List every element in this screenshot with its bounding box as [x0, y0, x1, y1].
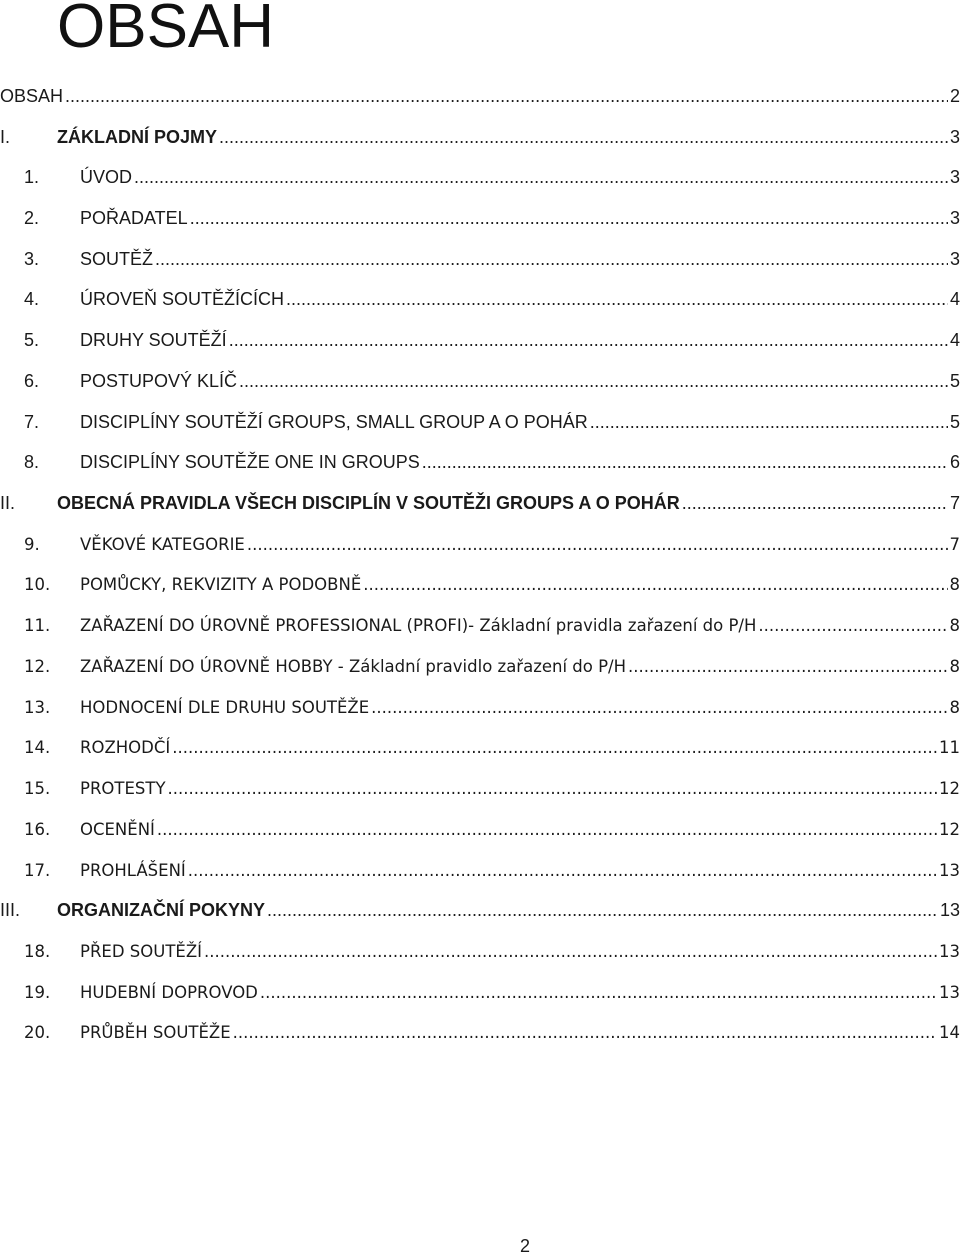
toc-entry[interactable] — [0, 442, 960, 483]
toc-dot-leader — [168, 779, 937, 798]
toc-entry-page: 13 — [939, 941, 960, 961]
toc-entry[interactable] — [0, 402, 960, 443]
toc-entry[interactable] — [0, 768, 960, 809]
toc-entry[interactable] — [0, 280, 960, 321]
toc-entry-title: POŘADATEL — [80, 208, 188, 229]
toc-entry-title: OCENĚNÍ — [80, 819, 155, 839]
toc-entry-title: DISCIPLÍNY SOUTĚŽE ONE IN GROUPS — [80, 452, 420, 473]
toc-entry-title: HODNOCENÍ DLE DRUHU SOUTĚŽE — [80, 697, 370, 717]
toc-dot-leader — [188, 861, 937, 880]
toc-entry-title: PŘED SOUTĚŽÍ — [80, 941, 203, 961]
page-title: OBSAH — [57, 0, 275, 61]
toc-dot-leader — [155, 249, 948, 270]
page-number: 2 — [519, 1236, 530, 1256]
toc-entry[interactable] — [0, 605, 960, 646]
toc-entry-number: 6. — [24, 370, 40, 391]
toc-entry-page: 4 — [949, 330, 960, 351]
toc-entry-page: 6 — [949, 452, 960, 473]
toc-entry[interactable] — [0, 198, 960, 239]
toc-entry-title: SOUTĚŽ — [80, 248, 154, 269]
toc-entry-page: 11 — [939, 738, 960, 758]
toc-entry-page: 12 — [939, 819, 960, 839]
toc-dot-leader — [628, 657, 947, 676]
toc-dot-leader — [267, 900, 938, 921]
toc-entry-title: ORGANIZAČNÍ POKYNY — [57, 900, 266, 921]
toc-dot-leader — [190, 208, 948, 229]
toc-entry-title: PROHLÁŠENÍ — [80, 860, 186, 880]
toc-entry-title: DRUHY SOUTĚŽÍ — [80, 330, 227, 351]
toc-entry-page: 5 — [949, 411, 960, 432]
toc-dot-leader — [682, 493, 948, 514]
toc-entry[interactable] — [0, 117, 960, 158]
toc-entry[interactable] — [0, 320, 960, 361]
toc-entry-page: 7 — [949, 534, 960, 554]
toc-entry-title: ÚROVEŇ SOUTĚŽÍCÍCH — [80, 289, 285, 310]
toc-entry-title: ROZHODČÍ — [80, 738, 171, 758]
toc-entry-number: 9. — [24, 534, 40, 554]
toc-entry[interactable] — [0, 483, 960, 524]
toc-entry-number: 3. — [24, 248, 40, 269]
toc-entry[interactable] — [0, 972, 960, 1013]
toc-entry-number: 13. — [24, 697, 51, 717]
toc-dot-leader — [422, 452, 948, 473]
toc-dot-leader — [371, 698, 947, 717]
toc-entry-page: 13 — [939, 900, 960, 921]
toc-entry-number: 20. — [24, 1023, 51, 1043]
toc-entry-title: PRŮBĚH SOUTĚŽE — [80, 1023, 231, 1043]
toc-entry-number: 11. — [24, 616, 51, 636]
table-of-contents — [0, 76, 960, 1053]
toc-entry-title: POSTUPOVÝ KLÍČ — [80, 370, 238, 391]
toc-dot-leader — [134, 167, 948, 188]
toc-dot-leader — [233, 1023, 937, 1042]
toc-entry[interactable] — [0, 361, 960, 402]
toc-entry[interactable] — [0, 890, 960, 931]
toc-dot-leader — [204, 942, 937, 961]
toc-entry-title: ÚVOD — [80, 167, 133, 188]
toc-dot-leader — [758, 616, 947, 635]
toc-entry-title: OBECNÁ PRAVIDLA VŠECH DISCIPLÍN V SOUTĚŽI GROUPS A O POHÁR — [57, 493, 680, 514]
toc-entry-number: 4. — [24, 289, 40, 310]
toc-entry-page: 3 — [949, 167, 960, 188]
toc-entry[interactable] — [0, 76, 960, 117]
toc-entry-page: 4 — [949, 289, 960, 310]
toc-entry-title: POMŮCKY, REKVIZITY A PODOBNĚ — [80, 575, 362, 595]
toc-entry-number: 8. — [24, 452, 40, 473]
toc-entry-title: ZAŘAZENÍ DO ÚROVNĚ HOBBY - Základní pravidlo zařazení do P/H — [80, 656, 627, 676]
toc-dot-leader — [219, 127, 948, 148]
toc-entry-number: 7. — [24, 411, 40, 432]
toc-entry-title: OBSAH — [0, 85, 64, 106]
toc-entry-page: 13 — [939, 982, 960, 1002]
toc-entry-page: 3 — [949, 208, 960, 229]
toc-entry-number: 16. — [24, 819, 51, 839]
toc-entry[interactable] — [0, 157, 960, 198]
toc-entry-number: 17. — [24, 860, 51, 880]
toc-dot-leader — [260, 983, 937, 1002]
toc-entry[interactable] — [0, 850, 960, 891]
toc-dot-leader — [157, 820, 937, 839]
toc-entry-number: 14. — [24, 738, 51, 758]
toc-entry-page: 14 — [939, 1023, 960, 1043]
toc-entry-page: 8 — [949, 616, 960, 636]
toc-entry[interactable] — [0, 239, 960, 280]
toc-entry-page: 8 — [949, 575, 960, 595]
toc-entry-page: 12 — [939, 779, 960, 799]
toc-entry-page: 8 — [949, 697, 960, 717]
toc-entry[interactable] — [0, 809, 960, 850]
toc-dot-leader — [172, 738, 937, 757]
toc-dot-leader — [286, 289, 948, 310]
toc-dot-leader — [247, 535, 948, 554]
toc-dot-leader — [363, 575, 947, 594]
toc-entry-title: DISCIPLÍNY SOUTĚŽÍ GROUPS, SMALL GROUP A O POHÁR — [80, 411, 588, 432]
toc-entry-page: 2 — [949, 85, 960, 106]
toc-entry-title: ZÁKLADNÍ POJMY — [57, 126, 218, 147]
toc-entry-page: 8 — [949, 656, 960, 676]
toc-entry[interactable] — [0, 1013, 960, 1054]
toc-entry-title: PROTESTY — [80, 779, 166, 799]
toc-entry-page: 5 — [949, 370, 960, 391]
toc-entry-title: HUDEBNÍ DOPROVOD — [80, 982, 258, 1002]
toc-entry-number: 12. — [24, 656, 51, 676]
toc-dot-leader — [239, 371, 948, 392]
toc-entry[interactable] — [0, 728, 960, 769]
toc-entry-page: 3 — [949, 126, 960, 147]
toc-entry-page: 3 — [949, 248, 960, 269]
toc-dot-leader — [229, 330, 948, 351]
toc-entry-page: 13 — [939, 860, 960, 880]
toc-dot-leader — [65, 86, 948, 107]
toc-entry-title: ZAŘAZENÍ DO ÚROVNĚ PROFESSIONAL (PROFI)- Základní pravidla zařazení do P/H — [80, 616, 757, 636]
toc-entry-number: 2. — [24, 208, 40, 229]
toc-entry-number: 1. — [24, 167, 40, 188]
toc-entry[interactable] — [0, 565, 960, 606]
toc-entry-number: 18. — [24, 941, 51, 961]
toc-entry-page: 7 — [949, 493, 960, 514]
toc-entry-number: 5. — [24, 330, 40, 351]
toc-entry-title: VĚKOVÉ KATEGORIE — [80, 534, 245, 554]
toc-entry-number: II. — [0, 493, 16, 514]
toc-entry[interactable] — [0, 524, 960, 565]
toc-entry-number: I. — [0, 126, 11, 147]
toc-entry[interactable] — [0, 687, 960, 728]
toc-entry-number: 19. — [24, 982, 51, 1002]
toc-entry[interactable] — [0, 931, 960, 972]
toc-entry[interactable] — [0, 646, 960, 687]
toc-dot-leader — [590, 412, 948, 433]
toc-entry-number: 15. — [24, 779, 51, 799]
toc-entry-number: III. — [0, 900, 21, 921]
toc-entry-number: 10. — [24, 575, 51, 595]
